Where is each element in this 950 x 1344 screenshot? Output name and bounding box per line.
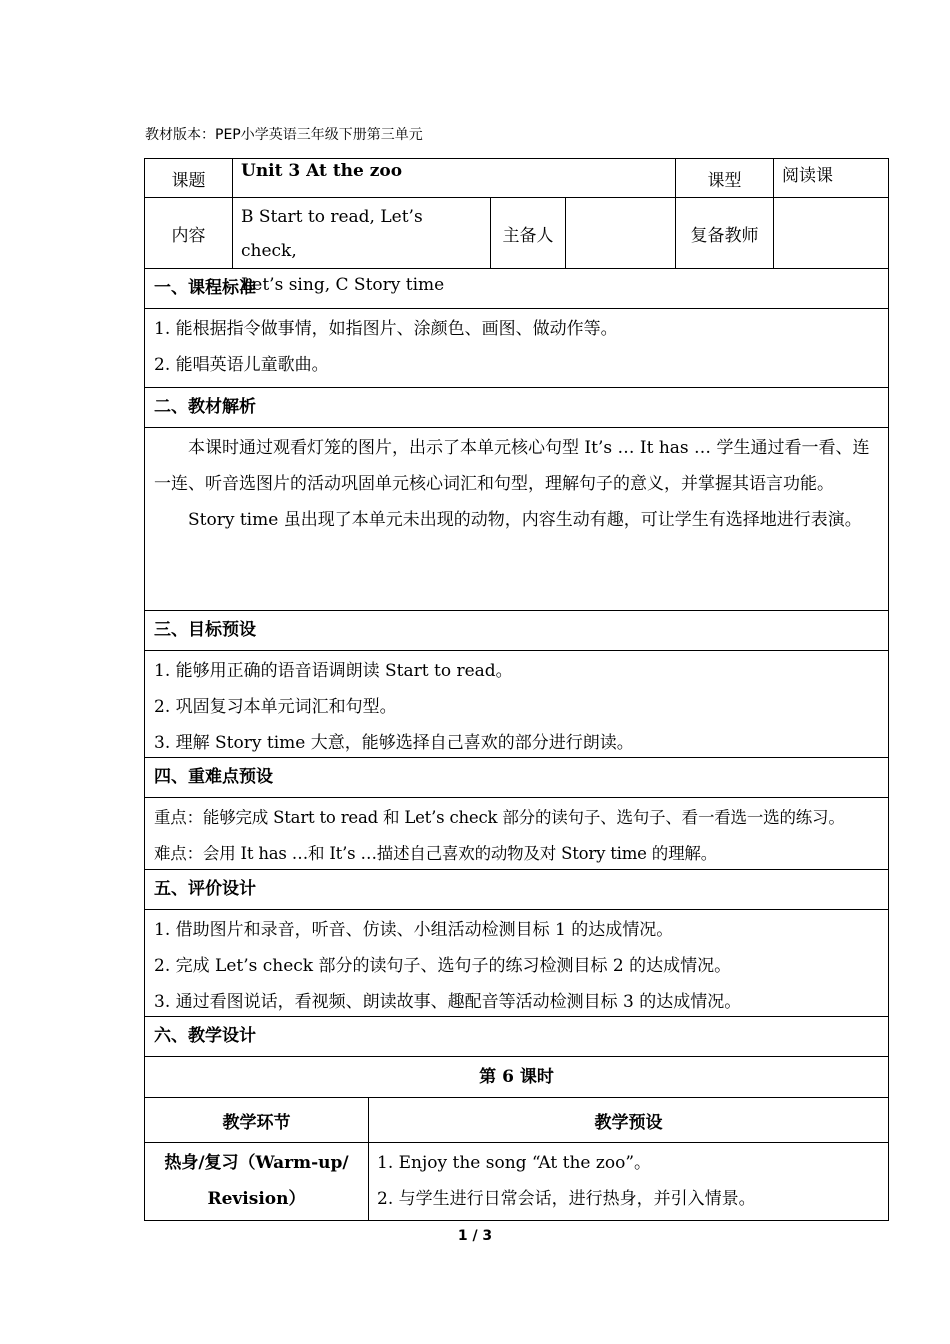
topic-value: Unit 3 At the zoo [232, 159, 675, 197]
paragraph: 本课时通过观看灯笼的图片，出示了本单元核心句型 It’s … It has … 学生通过看一看、连一连、听音选图片的活动巩固单元核心词汇和句型，理解句子的意义，并掌握其语言功能。 [154, 438, 870, 494]
list-item: 1. Enjoy the song “At the zoo”。 [377, 1153, 652, 1173]
type-value: 阅读课 [773, 159, 888, 197]
list-item: 重点：能够完成 Start to read 和 Let’s check 部分的读句子、选句子、看一看选一选的练习。 [154, 808, 845, 827]
type-label: 课型 [675, 159, 773, 197]
plan-cell [368, 1143, 888, 1220]
section-title: 一、课程标准 [154, 278, 256, 298]
section-5-body [145, 909, 888, 1016]
list-item: 2. 与学生进行日常会话，进行热身，并引入情景。 [377, 1189, 756, 1209]
preparer-label: 主备人 [490, 198, 565, 268]
design-row-warmup [145, 1142, 888, 1220]
list-item: 1. 借助图片和录音，听音、仿读、小组活动检测目标 1 的达成情况。 [154, 920, 674, 940]
section-2-body [145, 427, 888, 610]
review-teacher-label: 复备教师 [675, 198, 773, 268]
section-title: 二、教材解析 [154, 397, 256, 417]
list-item: 3. 理解 Story time 大意，能够选择自己喜欢的部分进行朗读。 [154, 733, 634, 753]
list-item: 1. 能够用正确的语音语调朗读 Start to read。 [154, 661, 513, 681]
column-header-plan: 教学预设 [368, 1098, 888, 1142]
section-2-header [145, 387, 888, 427]
section-6-header [145, 1016, 888, 1056]
section-title: 六、教学设计 [154, 1026, 256, 1046]
list-item: 2. 能唱英语儿童歌曲。 [154, 355, 329, 375]
lesson-number: 第 6 课时 [479, 1067, 554, 1087]
lesson-number-row [145, 1056, 888, 1097]
section-3-body [145, 650, 888, 757]
paragraph: Story time 虽出现了本单元未出现的动物，内容生动有趣，可让学生有选择地进行表演。 [188, 510, 862, 530]
page-number: 1 / 3 [457, 1228, 493, 1244]
list-item: 2. 巩固复习本单元词汇和句型。 [154, 697, 397, 717]
section-title: 五、评价设计 [154, 879, 256, 899]
stage-cell [145, 1143, 368, 1220]
list-item: 3. 通过看图说话，看视频、朗读故事、趣配音等活动检测目标 3 的达成情况。 [154, 992, 742, 1012]
design-header-row [145, 1097, 888, 1142]
section-1-header [145, 268, 888, 308]
list-item: 2. 完成 Let’s check 部分的读句子、选句子的练习检测目标 2 的达成情况。 [154, 956, 732, 976]
list-item: 1. 能根据指令做事情，如指图片、涂颜色、画图、做动作等。 [154, 319, 618, 339]
section-1-body [145, 308, 888, 387]
review-teacher-value [773, 198, 888, 268]
header-row-topic [145, 159, 888, 197]
preparer-value [565, 198, 675, 268]
lesson-plan-table [144, 158, 889, 1221]
edition-line: 教材版本：PEP小学英语三年级下册第三单元 [145, 127, 423, 143]
section-5-header [145, 869, 888, 909]
section-4-body [145, 797, 888, 869]
section-4-header [145, 757, 888, 797]
section-3-header [145, 610, 888, 650]
content-label: 内容 [171, 225, 206, 246]
column-header-stage: 教学环节 [222, 1112, 291, 1133]
stage-line-1: 热身/复习（Warm-up/ [164, 1153, 349, 1173]
content-line-2: Let’s sing, C Story time [241, 275, 445, 295]
section-title: 三、目标预设 [154, 620, 256, 640]
list-item: 难点：会用 It has …和 It’s …描述自己喜欢的动物及对 Story time 的理解。 [154, 844, 717, 863]
content-value [232, 198, 490, 295]
stage-line-2: Revision） [207, 1189, 306, 1209]
content-line-1: B Start to read, Let’s check, [241, 207, 423, 261]
section-title: 四、重难点预设 [154, 767, 273, 787]
topic-label: 课题 [171, 170, 206, 191]
